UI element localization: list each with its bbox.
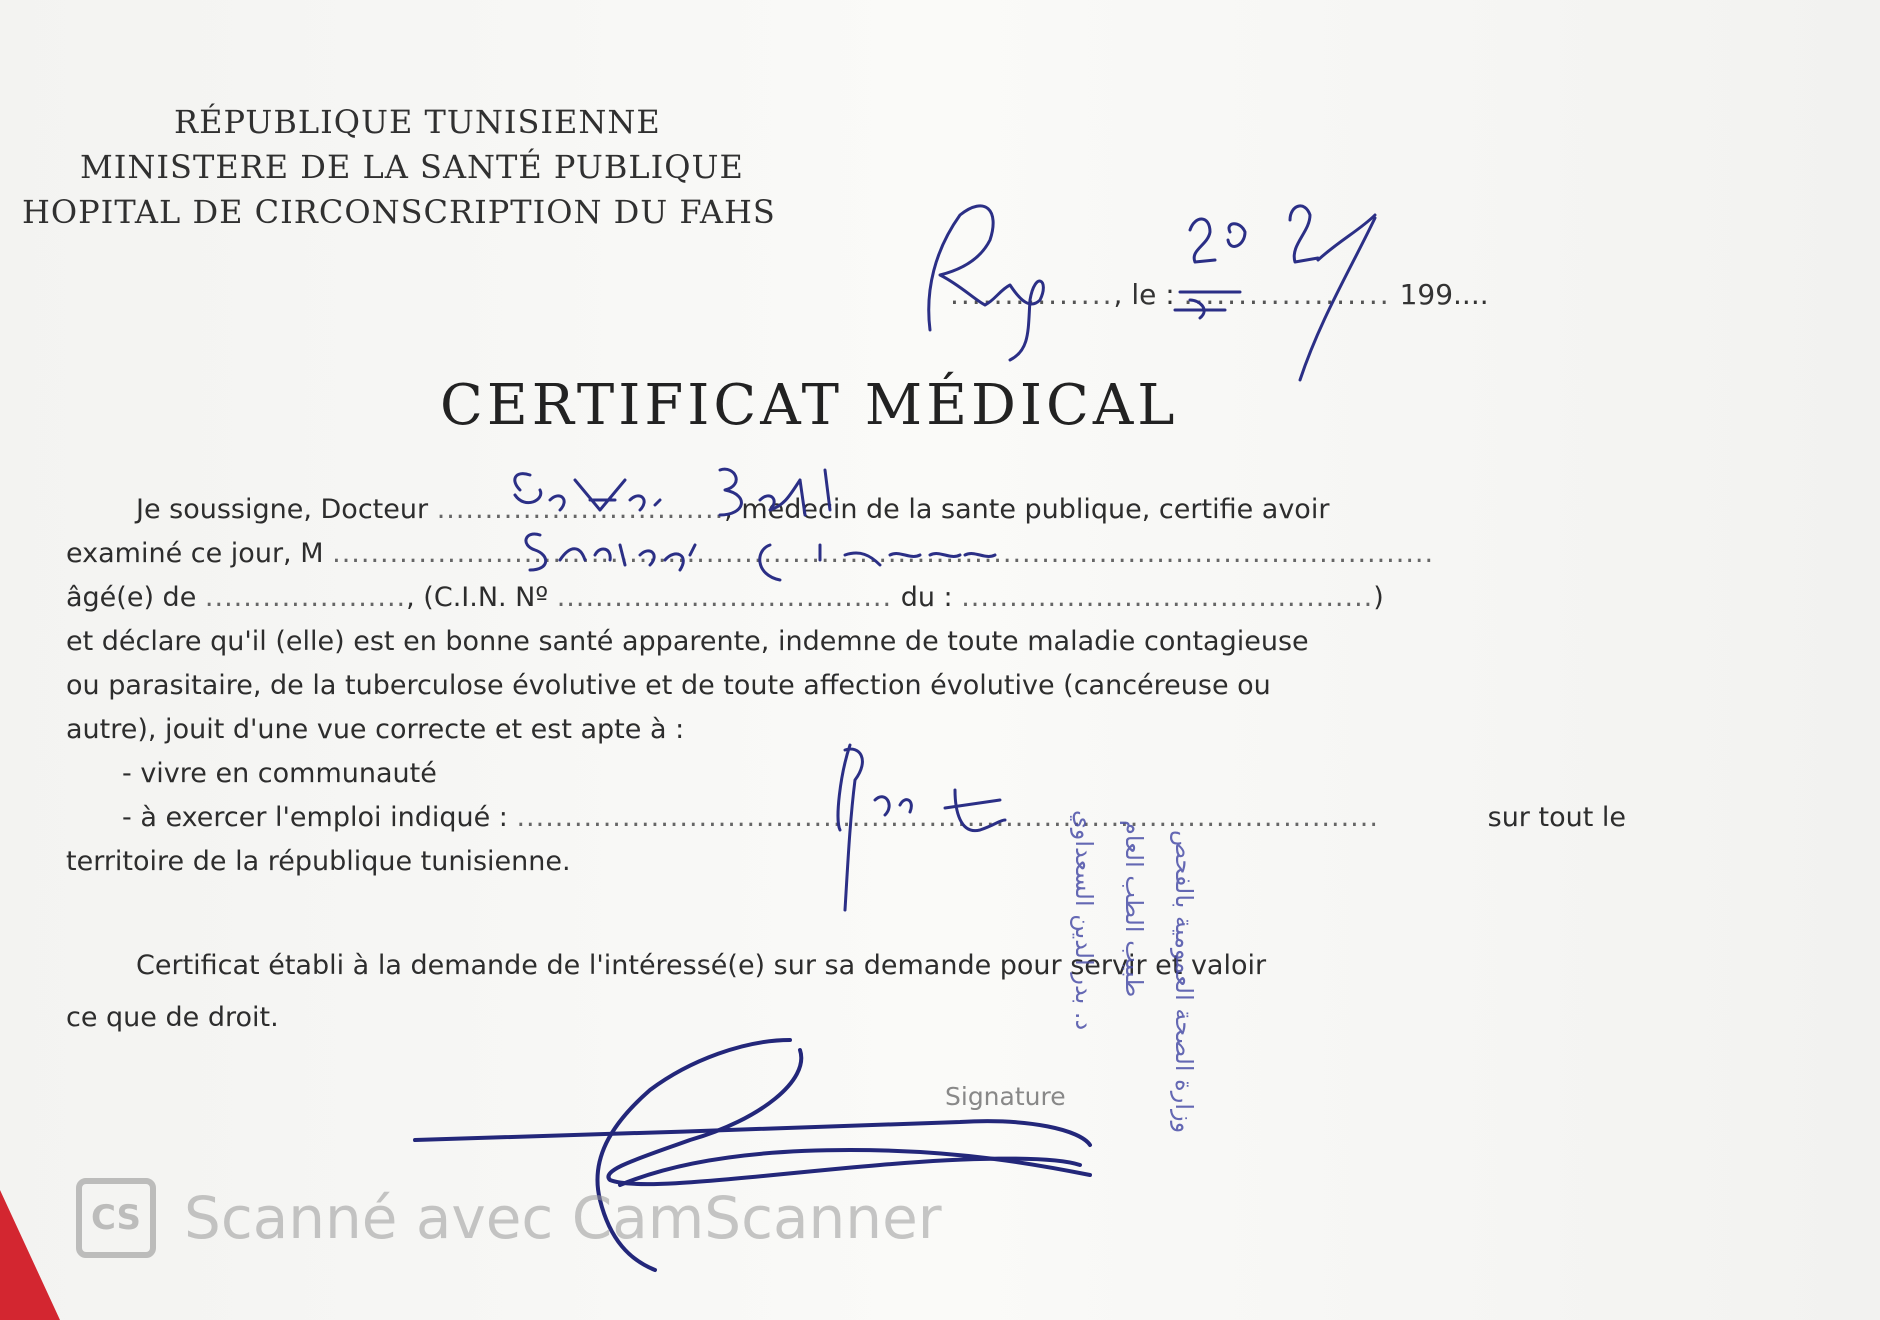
body-line-4: et déclare qu'il (elle) est en bonne santé apparente, indemne de toute maladie contagieuse [66, 626, 1309, 657]
age-field: ..................... [204, 582, 407, 613]
body-line-6: autre), jouit d'une vue correcte et est apte à : [66, 714, 685, 745]
doctor-field: .............................. [436, 494, 725, 525]
employment-label: - à exercer l'emploi indiqué : [122, 802, 508, 833]
camscanner-logo: CS [76, 1178, 156, 1258]
age-label: âgé(e) de [66, 582, 197, 613]
closing-line-2: ce que de droit. [66, 1002, 279, 1033]
cin-close-paren: ) [1373, 582, 1384, 613]
cin-date-field: ........................................... [961, 582, 1374, 613]
doctor-stamp [1060, 800, 1240, 1200]
body-line-5: ou parasitaire, de la tuberculose évolutive et de toute affection évolutive (cancéreuse ou [66, 670, 1271, 701]
doctor-suffix: , medecin de la sante publique, certifie avoir [724, 494, 1330, 525]
camscanner-watermark [76, 1176, 942, 1260]
camscanner-text: Scanné avec CamScanner [184, 1184, 942, 1252]
date-dots: ................... [1183, 278, 1391, 311]
handwritten-date-day [1190, 219, 1245, 262]
cin-label: , (C.I.N. Nº [406, 582, 549, 613]
patient-label: examiné ce jour, M [66, 538, 324, 569]
document-header [22, 100, 922, 235]
header-ministry: MINISTERE DE LA SANTÉ PUBLIQUE [80, 148, 744, 186]
closing-line-1: Certificat établi à la demande de l'intéressé(e) sur sa demande pour servir et valoir [136, 950, 1267, 981]
header-hospital: HOPITAL DE CIRCONSCRIPTION DU FAHS [22, 193, 776, 231]
cin-field: ................................... [556, 582, 893, 613]
body-line-age-cin [66, 576, 1626, 620]
body-line-doctor [66, 488, 1626, 532]
stamp-line-3: وزارة الصحة العمومية بالفحص [1170, 830, 1198, 1134]
certificate-title: CERTIFICAT MÉDICAL [440, 373, 1179, 438]
place-dots: ............... [950, 278, 1114, 311]
certificate-closing [66, 940, 1626, 1044]
doctor-label: Je soussigne, Docteur [136, 494, 429, 525]
date-line [950, 278, 1630, 311]
cin-date-label: du : [900, 582, 953, 613]
red-corner-mark [0, 1190, 60, 1320]
date-le-label: , le : [1113, 278, 1175, 311]
certificate-body [66, 488, 1626, 884]
stamp-line-1: د. بدر الدين السعداوي [1070, 810, 1098, 1031]
header-republic: RÉPUBLIQUE TUNISIENNE [174, 103, 661, 141]
body-line-employment [66, 796, 1626, 840]
employment-suffix: sur tout le [1487, 802, 1626, 833]
stamp-line-2: طبيب الطب العام [1120, 820, 1148, 998]
body-line-territory: territoire de la république tunisienne. [66, 846, 571, 877]
body-line-patient [66, 532, 1626, 576]
date-year: 199.... [1399, 278, 1489, 311]
signature-label: Signature [945, 1082, 1066, 1111]
patient-field: ................................................................................................................... [332, 538, 1435, 569]
employment-field: .......................................................................................... [516, 802, 1379, 833]
body-line-community: - vivre en communauté [122, 758, 437, 789]
